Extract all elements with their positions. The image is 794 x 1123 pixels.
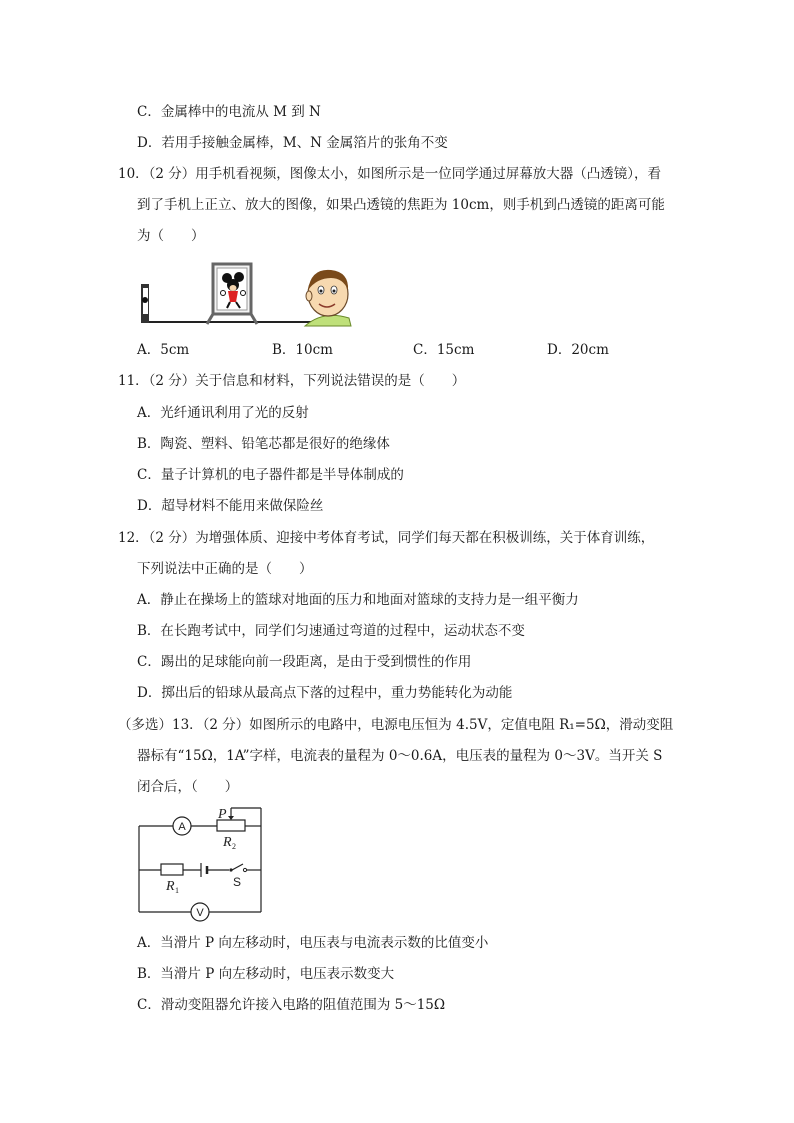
magnifier-icon [207, 264, 257, 324]
q12-option-b: B．在长跑考试中，同学们匀速通过弯道的过程中，运动状态不变 [137, 623, 525, 639]
q10-option-c: C．15cm [413, 342, 475, 358]
q13-option-a: A．当滑片 P 向左移动时，电压表与电流表示数的比值变小 [137, 935, 489, 951]
q10-stem-line3: 为（ ） [137, 228, 205, 244]
q12-option-c: C．踢出的足球能向前一段距离，是由于受到惯性的作用 [137, 654, 472, 670]
q10-option-d: D．20cm [547, 342, 609, 358]
switch-label: S [233, 875, 242, 889]
q12-stem-line2: 下列说法中正确的是（ ） [137, 561, 313, 577]
r1-subscript: 1 [175, 886, 179, 895]
q11-option-c: C．量子计算机的电子器件都是半导体制成的 [137, 467, 404, 483]
q10-stem-line1: 10．（2 分）用手机看视频，图像太小，如图所示是一位同学通过屏幕放大器（凸透镜），看 [118, 166, 662, 182]
voltmeter-label: V [196, 907, 204, 919]
q10-option-b: B．10cm [272, 342, 333, 358]
q13-circuit [135, 804, 270, 922]
q10-options [0, 340, 794, 362]
q11-option-d: D．超导材料不能用来做保险丝 [137, 498, 324, 514]
q10-option-a: A．5cm [137, 342, 190, 358]
q12-stem-line1: 12．（2 分）为增强体质、迎接中考体育考试，同学们每天都在积极训练，关于体育训练， [118, 530, 655, 546]
q13-option-b: B．当滑片 P 向左移动时，电压表示数变大 [137, 966, 395, 982]
q13-stem-line1: （多选）13．（2 分）如图所示的电路中，电源电压恒为 4.5V，定值电阻 R₁=5Ω，滑动变阻 [118, 717, 674, 733]
ammeter-label: A [178, 821, 186, 833]
q9-option-d: D．若用手接触金属棒，M、N 金属箔片的张角不变 [137, 135, 448, 151]
q11-stem: 11．（2 分）关于信息和材料，下列说法错误的是（ ） [118, 373, 466, 389]
voltmeter-icon [191, 903, 209, 921]
r1-label: R [166, 879, 175, 894]
q12-option-a: A．静止在操场上的篮球对地面的压力和地面对篮球的支持力是一组平衡力 [137, 592, 579, 608]
viewer-icon [305, 270, 351, 326]
q11-option-a: A．光纤通讯利用了光的反射 [137, 405, 309, 421]
q10-stem-line2: 到了手机上正立、放大的图像，如果凸透镜的焦距为 10cm，则手机到凸透镜的距离可能 [137, 197, 665, 213]
phone-icon [141, 284, 149, 323]
slider-label: P [218, 807, 227, 822]
q13-stem-line3: 闭合后，（ ） [137, 779, 239, 795]
r2-label: R [223, 835, 232, 850]
q13-stem-line2: 器标有“15Ω，1A”字样，电流表的量程为 0～0.6A，电压表的量程为 0～3V。当开关 S [137, 748, 663, 764]
q12-option-d: D．掷出后的铅球从最高点下落的过程中，重力势能转化为动能 [137, 685, 513, 701]
q9-option-c: C．金属棒中的电流从 M 到 N [137, 104, 321, 120]
ammeter-icon [173, 817, 191, 835]
q13-option-c: C．滑动变阻器允许接入电路的阻值范围为 5～15Ω [137, 997, 446, 1013]
q10-figure [135, 260, 360, 330]
q11-option-b: B．陶瓷、塑料、铅笔芯都是很好的绝缘体 [137, 436, 390, 452]
r2-subscript: 2 [232, 842, 236, 851]
